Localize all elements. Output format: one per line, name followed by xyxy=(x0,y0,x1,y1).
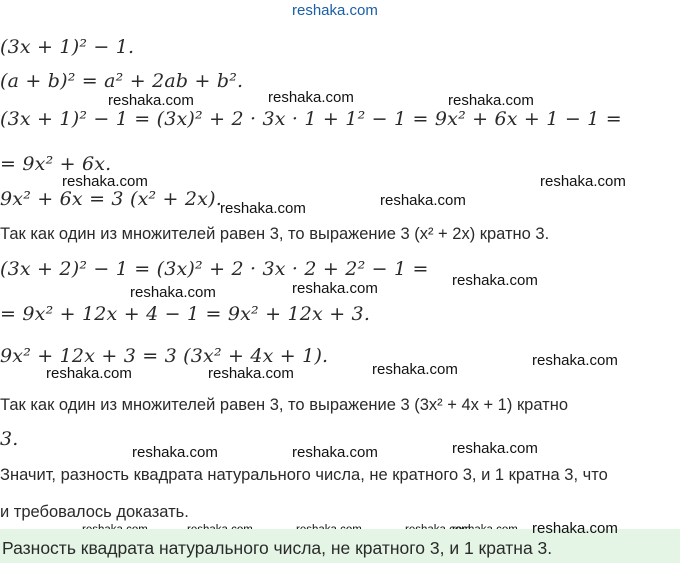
watermark: reshaka.com xyxy=(380,192,466,209)
summary-line: Значит, разность квадрата натурального числа, не кратного 3, и 1 кратна 3, что xyxy=(0,466,608,484)
formula-line: (a + b)² = a² + 2ab + b². xyxy=(0,70,244,92)
factor-line: 9x² + 6x = 3 (x² + 2x). xyxy=(0,188,222,210)
watermark: reshaka.com xyxy=(292,444,378,461)
watermark: reshaka.com xyxy=(452,272,538,289)
watermark: reshaka.com xyxy=(448,92,534,109)
watermark: reshaka.com xyxy=(62,173,148,190)
conclusion-line-2-end: 3. xyxy=(0,428,19,450)
expansion-result-line: = 9x² + 6x. xyxy=(0,153,112,175)
conclusion-line: Так как один из множителей равен 3, то выражение 3 (x² + 2x) кратно 3. xyxy=(0,225,550,243)
watermark: reshaka.com xyxy=(220,200,306,217)
factor-line-2: 9x² + 12x + 3 = 3 (3x² + 4x + 1). xyxy=(0,345,329,367)
watermark: reshaka.com xyxy=(532,352,618,369)
watermark: reshaka.com xyxy=(108,92,194,109)
watermark: reshaka.com xyxy=(208,365,294,382)
expansion-line: (3x + 1)² − 1 = (3x)² + 2 · 3x · 1 + 1² − 1 = 9x² + 6x + 1 − 1 = xyxy=(0,108,622,130)
watermark: reshaka.com xyxy=(130,284,216,301)
conclusion-line-2: Так как один из множителей равен 3, то выражение 3 (3x² + 4x + 1) кратно xyxy=(0,396,568,414)
watermark: reshaka.com xyxy=(540,173,626,190)
watermark: reshaka.com xyxy=(292,280,378,297)
watermark: reshaka.com xyxy=(268,89,354,106)
expansion-result-line-2: = 9x² + 12x + 4 − 1 = 9x² + 12x + 3. xyxy=(0,303,371,325)
top-watermark: reshaka.com xyxy=(292,2,378,19)
watermark: reshaka.com xyxy=(372,361,458,378)
watermark: reshaka.com xyxy=(46,365,132,382)
watermark-answer: reshaka.com xyxy=(532,520,618,537)
summary-line-end: и требовалось доказать. xyxy=(0,503,189,521)
expression-line: (3x + 1)² − 1. xyxy=(0,36,135,58)
watermark: reshaka.com xyxy=(452,440,538,457)
watermark: reshaka.com xyxy=(132,444,218,461)
answer-text: Разность квадрата натурального числа, не кратного 3, и 1 кратна 3. xyxy=(2,538,553,558)
expansion-line-2: (3x + 2)² − 1 = (3x)² + 2 · 3x · 2 + 2² − 1 = xyxy=(0,258,429,280)
